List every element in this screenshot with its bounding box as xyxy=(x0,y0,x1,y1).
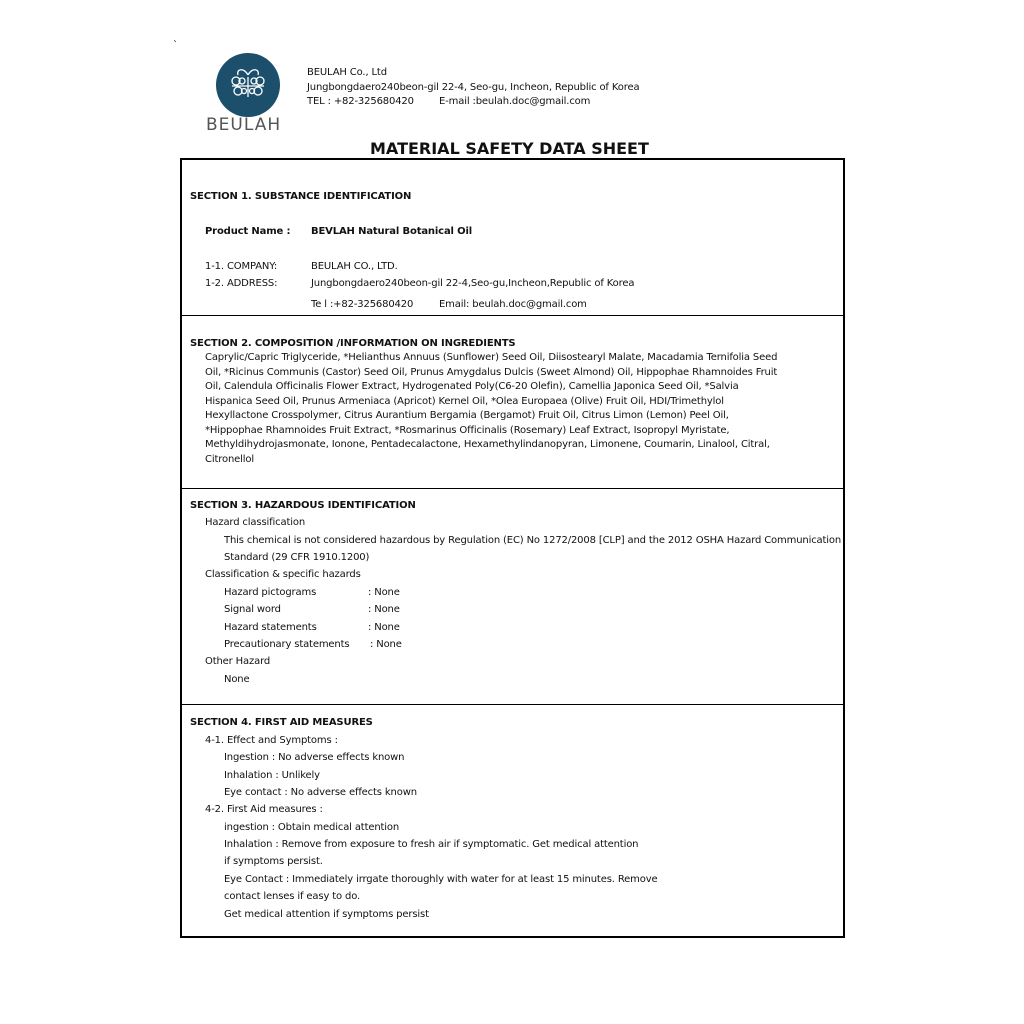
butterfly-ornament-icon xyxy=(216,53,280,117)
classification-specific-label: Classification & specific hazards xyxy=(205,569,361,580)
company-tel: TEL : +82-325680420 xyxy=(307,96,414,107)
section-divider xyxy=(182,315,843,316)
section-3-heading: SECTION 3. HAZARDOUS IDENTIFICATION xyxy=(190,500,416,511)
hazard-statement-line-1: This chemical is not considered hazardous by Regulation (EC) No 1272/2008 [CLP] and the 2012 OSHA Hazard Communication xyxy=(224,535,842,546)
first-aid-line: contact lenses if easy to do. xyxy=(224,891,361,903)
section-1-heading: SECTION 1. SUBSTANCE IDENTIFICATION xyxy=(190,191,412,202)
document-title: MATERIAL SAFETY DATA SHEET xyxy=(370,139,649,158)
first-aid-line: Inhalation : Unlikely xyxy=(224,769,320,781)
ingredient-line: Oil, Calendula Officinalis Flower Extract, Hydrogenated Poly(C6-20 Olefin), Camellia Japonica Seed Oil, *Salvia xyxy=(205,381,739,392)
product-name-label: Product Name : xyxy=(205,226,291,237)
logo-wordmark: BEULAH xyxy=(206,115,282,135)
company-name: BEULAH Co., Ltd xyxy=(307,67,387,78)
hazard-item-value: : None xyxy=(368,621,400,633)
other-hazard-label: Other Hazard xyxy=(205,656,271,667)
beulah-logo xyxy=(216,53,280,117)
hazard-item-label: Hazard statements xyxy=(224,621,317,633)
ingredient-line: *Hippophae Rhamnoides Fruit Extract, *Rosmarinus Officinalis (Rosemary) Leaf Extract, Isopropyl Myristate, xyxy=(205,424,730,436)
hazard-item-value: : None xyxy=(368,587,400,598)
first-aid-line: Inhalation : Remove from exposure to fresh air if symptomatic. Get medical attention xyxy=(224,839,639,851)
address-label: 1-2. ADDRESS: xyxy=(205,278,278,289)
ingredient-line: Hispanica Seed Oil, Prunus Armeniaca (Apricot) Kernel Oil, *Olea Europaea (Olive) Fruit Oil, HDI/Trimethylol xyxy=(205,395,724,407)
first-aid-line: Eye Contact : Immediately irrgate thoroughly with water for at least 15 minutes. Remove xyxy=(224,873,658,885)
hazard-item-value: : None xyxy=(370,639,402,651)
email-value: Email: beulah.doc@gmail.com xyxy=(439,299,587,310)
first-aid-line: Eye contact : No adverse effects known xyxy=(224,787,417,799)
first-aid-line: Ingestion : No adverse effects known xyxy=(224,752,405,764)
ingredient-line: Oil, *Ricinus Communis (Castor) Seed Oil, Prunus Amygdalus Dulcis (Sweet Almond) Oil, Hippophae Rhamnoides Fruit xyxy=(205,366,778,378)
hazard-classification-label: Hazard classification xyxy=(205,517,306,528)
section-divider xyxy=(182,704,843,705)
section-2-heading: SECTION 2. COMPOSITION /INFORMATION ON INGREDIENTS xyxy=(190,338,516,349)
hazard-item-label: Hazard pictograms xyxy=(224,587,317,598)
hazard-item-label: Signal word xyxy=(224,604,281,616)
other-hazard-value: None xyxy=(224,674,250,685)
company-email: E-mail :beulah.doc@gmail.com xyxy=(439,96,591,107)
first-aid-line: Get medical attention if symptoms persist xyxy=(224,908,429,920)
hazard-item-label: Precautionary statements xyxy=(224,639,350,651)
ingredient-line: Citronellol xyxy=(205,453,254,465)
company-value: BEULAH CO., LTD. xyxy=(311,261,398,272)
stray-mark: ` xyxy=(173,40,178,51)
company-address: Jungbongdaero240beon-gil 22-4, Seo-gu, Incheon, Republic of Korea xyxy=(307,82,640,93)
ingredient-line: Hexyllactone Crosspolymer, Citrus Aurantium Bergamia (Bergamot) Fruit Oil, Citrus Limon (Lemon) Peel Oil, xyxy=(205,410,729,421)
hazard-statement-line-2: Standard (29 CFR 1910.1200) xyxy=(224,552,370,563)
ingredient-line: Caprylic/Capric Triglyceride, *Helianthus Annuus (Sunflower) Seed Oil, Diisostearyl Malate, Macadamia Ternifolia Seed xyxy=(205,352,778,363)
first-aid-line: 4-1. Effect and Symptoms : xyxy=(205,735,338,746)
address-value: Jungbongdaero240beon-gil 22-4,Seo-gu,Incheon,Republic of Korea xyxy=(311,278,635,289)
hazard-item-value: : None xyxy=(368,604,400,616)
msds-box xyxy=(180,158,845,938)
first-aid-line: ingestion : Obtain medical attention xyxy=(224,821,400,833)
section-divider xyxy=(182,488,843,489)
first-aid-line: 4-2. First Aid measures : xyxy=(205,804,323,816)
tel-value: Te l :+82-325680420 xyxy=(311,299,414,310)
company-label: 1-1. COMPANY: xyxy=(205,261,278,272)
first-aid-line: if symptoms persist. xyxy=(224,856,323,868)
ingredient-line: Methyldihydrojasmonate, Ionone, Pentadecalactone, Hexamethylindanopyran, Limonene, Coumarin, Linalool, Citral, xyxy=(205,439,770,450)
product-name-value: BEVLAH Natural Botanical Oil xyxy=(311,226,473,237)
section-4-heading: SECTION 4. FIRST AID MEASURES xyxy=(190,717,373,728)
